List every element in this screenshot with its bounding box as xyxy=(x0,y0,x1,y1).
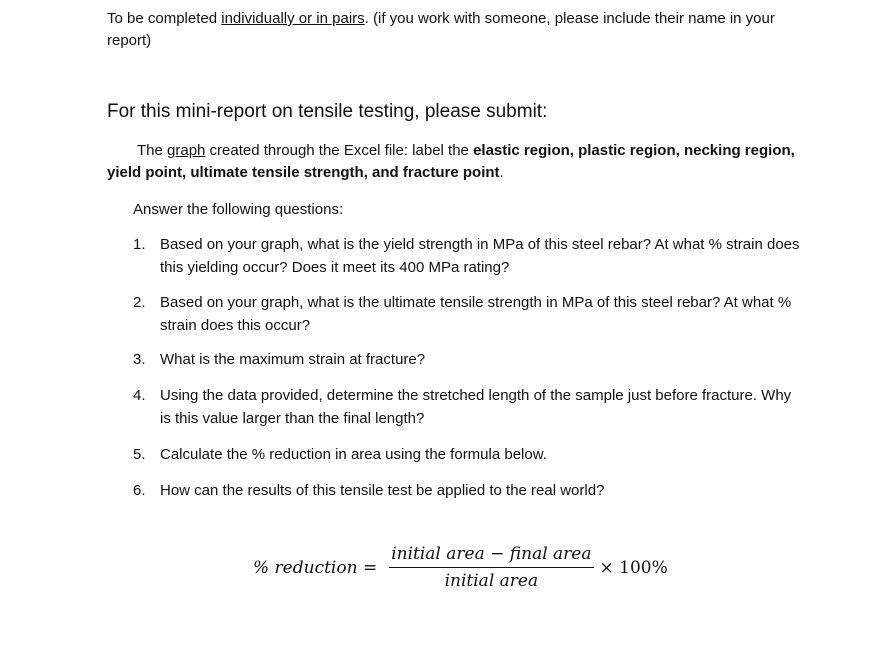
question-text: How can the results of this tensile test be applied to the real world? xyxy=(160,482,605,499)
formula-fraction xyxy=(389,544,593,591)
question-item xyxy=(133,233,803,279)
graph-end: . xyxy=(499,164,504,181)
question-number: 5. xyxy=(133,446,146,463)
graph-mid: created through the Excel file: label the xyxy=(205,142,474,159)
formula-denominator: initial area xyxy=(444,571,539,591)
question-item xyxy=(133,291,803,337)
answer-label: Answer the following questions: xyxy=(133,201,344,218)
question-text: What is the maximum strain at fracture? xyxy=(160,351,426,368)
graph-pre: The xyxy=(137,142,168,159)
question-text: Using the data provided, determine the stretched length of the sample just before fracture. Why is this value larger than the final length? xyxy=(160,387,792,427)
question-text: Calculate the % reduction in area using the formula below. xyxy=(160,446,547,463)
question-item xyxy=(133,384,803,430)
graph-instructions xyxy=(107,140,797,184)
question-item xyxy=(133,479,803,502)
graph-bold-labels: elastic region, plastic region, necking region, yield point, ultimate tensile strength, and fracture point xyxy=(107,142,795,181)
question-item xyxy=(133,348,803,371)
graph-underlined: graph xyxy=(167,142,206,159)
reduction-formula xyxy=(253,544,668,591)
formula-lhs: % reduction = xyxy=(253,557,378,578)
formula-numerator: initial area − final area xyxy=(389,544,593,568)
intro-text xyxy=(107,8,807,52)
section-heading: For this mini-report on tensile testing, please submit: xyxy=(107,101,548,122)
question-text: Based on your graph, what is the yield strength in MPa of this steel rebar? At what % strain does this yielding occur? Does it meet its 400 MPa rating? xyxy=(160,236,800,276)
question-number: 6. xyxy=(133,482,146,499)
formula-rhs: × 100% xyxy=(599,557,668,578)
question-text: Based on your graph, what is the ultimate tensile strength in MPa of this steel rebar? At what % strain does this occur? xyxy=(160,294,792,334)
question-number: 4. xyxy=(133,387,146,404)
intro-prefix: To be completed xyxy=(107,10,222,27)
intro-suffix: . (if you work with someone, please include their name in your report) xyxy=(107,10,775,49)
question-item xyxy=(133,443,803,466)
question-number: 1. xyxy=(133,236,146,253)
intro-underlined: individually or in pairs xyxy=(221,10,365,27)
question-number: 2. xyxy=(133,294,146,311)
question-number: 3. xyxy=(133,351,146,368)
